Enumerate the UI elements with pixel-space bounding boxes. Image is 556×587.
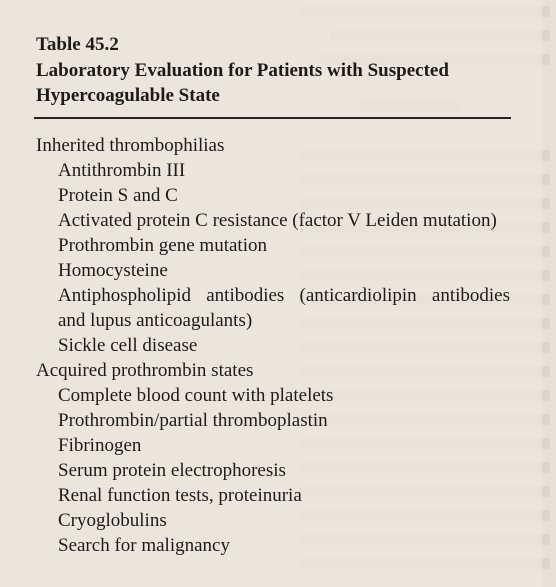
list-item: Search for malignancy [58, 535, 230, 556]
list-item: Activated protein C resistance (factor V Leiden mutation) [58, 210, 497, 231]
list-item: Homocysteine [58, 260, 168, 281]
section-heading: Acquired prothrombin states [36, 360, 254, 381]
list-item: Prothrombin gene mutation [58, 235, 267, 256]
list-item: Antithrombin III [58, 160, 186, 181]
section-inherited-thrombophilias [0, 133, 556, 358]
list-item: Fibrinogen [58, 435, 142, 456]
list-item: Sickle cell disease [58, 335, 198, 356]
list-item: Protein S and C [58, 185, 178, 206]
section-heading: Inherited thrombophilias [36, 135, 225, 156]
title-divider [34, 117, 511, 119]
list-item: Complete blood count with platelets [58, 385, 334, 406]
list-item: Renal function tests, proteinuria [58, 485, 302, 506]
list-item: Cryoglobulins [58, 510, 167, 531]
table-title: Laboratory Evaluation for Patients with Suspected Hypercoagulable State [36, 60, 449, 106]
table-number: Table 45.2 [36, 34, 119, 55]
table-entries [0, 133, 556, 558]
list-item: Prothrombin/partial thromboplastin [58, 410, 328, 431]
list-item: Antiphospholipid antibodies (anticardiolipin antibodies and lupus anticoagulants) [58, 285, 510, 331]
list-item: Serum protein electrophoresis [58, 460, 286, 481]
section-acquired-prothrombin-states [0, 358, 556, 558]
